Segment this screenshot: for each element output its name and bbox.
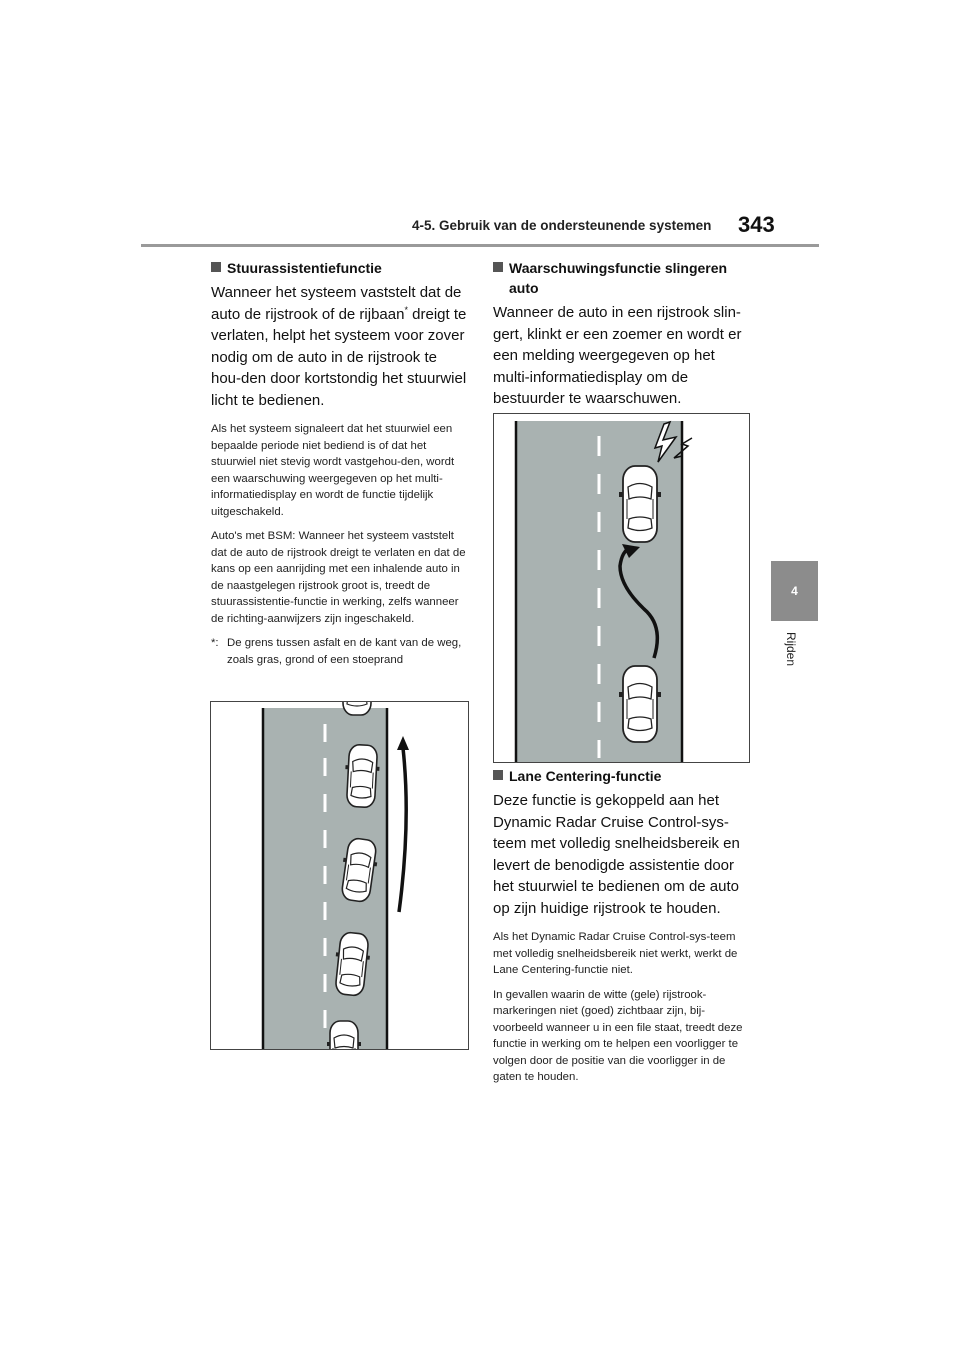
left-column [211, 258, 469, 668]
road-illustration [494, 414, 749, 762]
car-icon [327, 1021, 361, 1049]
section-heading-sway-warning [493, 258, 751, 298]
steering-correction-arrow [399, 748, 406, 912]
body-paragraph: Wanneer de auto in een rijstrook slin-gert, klinkt er een zoemer en wordt er een melding weergegeven op het multi-informatiedisplay om de bestuurder te waarschuwen. [493, 304, 742, 407]
chapter-tab [771, 561, 818, 621]
square-bullet-icon [493, 770, 503, 780]
body-paragraph [211, 282, 469, 411]
footnote-marker: * [404, 304, 408, 315]
car-icon [619, 666, 661, 742]
square-bullet-icon [211, 262, 221, 272]
arrow-head-icon [397, 736, 409, 750]
footnote [211, 635, 469, 668]
road-illustration [211, 702, 468, 1049]
car-icon [343, 744, 380, 808]
section-heading-steering-assist [211, 258, 469, 278]
footnote-mark: *: [211, 637, 219, 649]
right-column-bottom [493, 766, 751, 1094]
section-header-title: 4-5. Gebruik van de ondersteunende systemen [412, 218, 712, 233]
header-divider [141, 244, 819, 247]
note-paragraph: Als het Dynamic Radar Cruise Control-sys-teem met volledig snelheidsbereik niet werkt, werkt de Lane Centering-functie niet. [493, 931, 738, 976]
section-heading-lane-centering [493, 766, 751, 786]
paragraph-text-part2: dreigt te verlaten, helpt het systeem voor zover nodig om de auto in de rijstrook te hou-den door kortstondig het stuurwiel licht te bedienen. [211, 305, 467, 409]
paragraph-text-part1: Wanneer het systeem vaststelt dat de auto de rijstrook of de rijbaan [211, 284, 462, 323]
steering-assist-illustration [210, 701, 469, 1050]
heading-text: Lane Centering-functie [509, 768, 662, 784]
note-paragraph: Auto's met BSM: Wanneer het systeem vaststelt dat de auto de rijstrook dreigt te verlaten en dat de kans op een aanrijding met een inhalende auto in de naastgelegen rijstrook groot is, treedt de stuurassistentie-functie in werking, zelfs wanneer de richting-aanwijzers zijn ingeschakeld. [211, 530, 466, 625]
footnote-text: De grens tussen asfalt en de kant van de weg, zoals gras, grond of een stoeprand [227, 637, 462, 666]
square-bullet-icon [493, 262, 503, 272]
chapter-number: 4 [791, 584, 798, 598]
note-paragraph: In gevallen waarin de witte (gele) rijstrook-markeringen niet (goed) zichtbaar zijn, bij-voorbeeld wanneer u in een file staat, treedt deze functie in werking om te helpen een voorligger te volgen door de positie van die voorligger in de gaten te houden. [493, 988, 743, 1083]
heading-text-line1: Waarschuwingsfunctie slingeren [509, 260, 728, 276]
body-paragraph: Deze functie is gekoppeld aan het Dynamic Radar Cruise Control-sys-teem met volledig snelheidsbereik en levert de benodigde assistentie door het stuurwiel te bedienen om de auto op zijn huidige rijstrook te houden. [493, 792, 740, 917]
heading-text: Stuurassistentiefunctie [227, 260, 382, 276]
heading-text-line2: auto [509, 280, 539, 296]
note-paragraph: Als het systeem signaleert dat het stuurwiel een bepaalde periode niet bediend is of dat het stuurwiel niet stevig wordt vastgehou-den, wordt een waarschuwing weergegeven op het multi-informatiedisplay en wordt de functie tijdelijk uitgeschakeld. [211, 423, 455, 518]
sway-warning-illustration [493, 413, 750, 763]
page-number: 343 [738, 212, 775, 237]
chapter-label: Rijden [784, 632, 798, 667]
right-column-top [493, 258, 751, 420]
car-icon [619, 466, 661, 542]
